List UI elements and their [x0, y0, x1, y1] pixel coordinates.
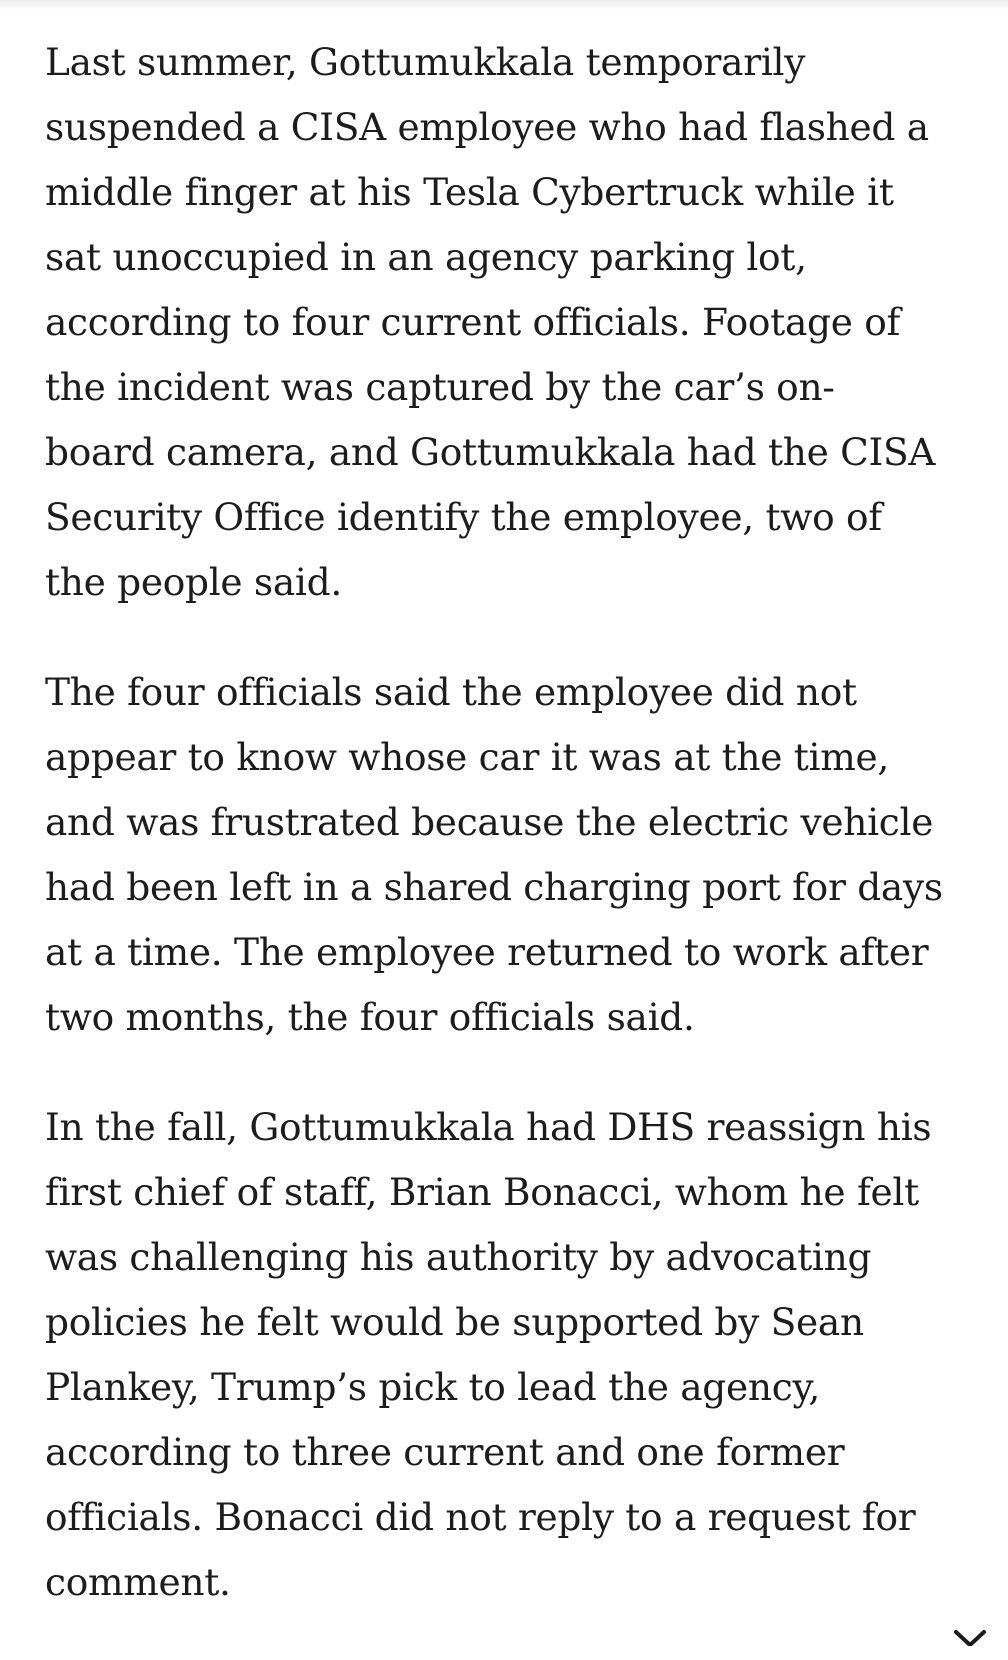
paragraph-line: middle finger at his Tesla Cybertruck while it: [45, 170, 894, 214]
paragraph-line: board camera, and Gottumukkala had the CISA: [45, 430, 936, 474]
paragraph-line: according to four current officials. Footage of: [45, 300, 901, 344]
article-paragraph-3: [45, 1095, 980, 1615]
paragraph-line: suspended a CISA employee who had flashed a: [45, 105, 929, 149]
paragraph-line: had been left in a shared charging port for days: [45, 865, 943, 909]
paragraph-line: policies he felt would be supported by Sean: [45, 1300, 864, 1344]
paragraph-line: Plankey, Trump’s pick to lead the agency,: [45, 1365, 820, 1409]
chevron-down-icon: [950, 1626, 990, 1646]
paragraph-line: was challenging his authority by advocating: [45, 1235, 872, 1279]
top-edge-shadow: [0, 0, 1008, 10]
collapse-button[interactable]: [950, 1626, 990, 1646]
paragraph-line: appear to know whose car it was at the time,: [45, 735, 890, 779]
paragraph-line: Last summer, Gottumukkala temporarily: [45, 40, 806, 84]
paragraph-line: In the fall, Gottumukkala had DHS reassign his: [45, 1105, 932, 1149]
paragraph-line: the incident was captured by the car’s on-: [45, 365, 835, 409]
paragraph-line: Security Office identify the employee, two of: [45, 495, 882, 539]
paragraph-line: The four officials said the employee did not: [45, 670, 857, 714]
paragraph-line: two months, the four officials said.: [45, 995, 695, 1039]
paragraph-line: first chief of staff, Brian Bonacci, whom he felt: [45, 1170, 919, 1214]
paragraph-line: the people said.: [45, 560, 342, 604]
article-paragraph-1: [45, 30, 980, 615]
paragraph-line: comment.: [45, 1560, 231, 1604]
paragraph-line: according to three current and one former: [45, 1430, 845, 1474]
paragraph-line: at a time. The employee returned to work after: [45, 930, 929, 974]
paragraph-line: and was frustrated because the electric vehicle: [45, 800, 934, 844]
article-body: [45, 30, 980, 1660]
article-paragraph-2: [45, 660, 980, 1050]
paragraph-line: officials. Bonacci did not reply to a request for: [45, 1495, 916, 1539]
paragraph-line: sat unoccupied in an agency parking lot,: [45, 235, 807, 279]
